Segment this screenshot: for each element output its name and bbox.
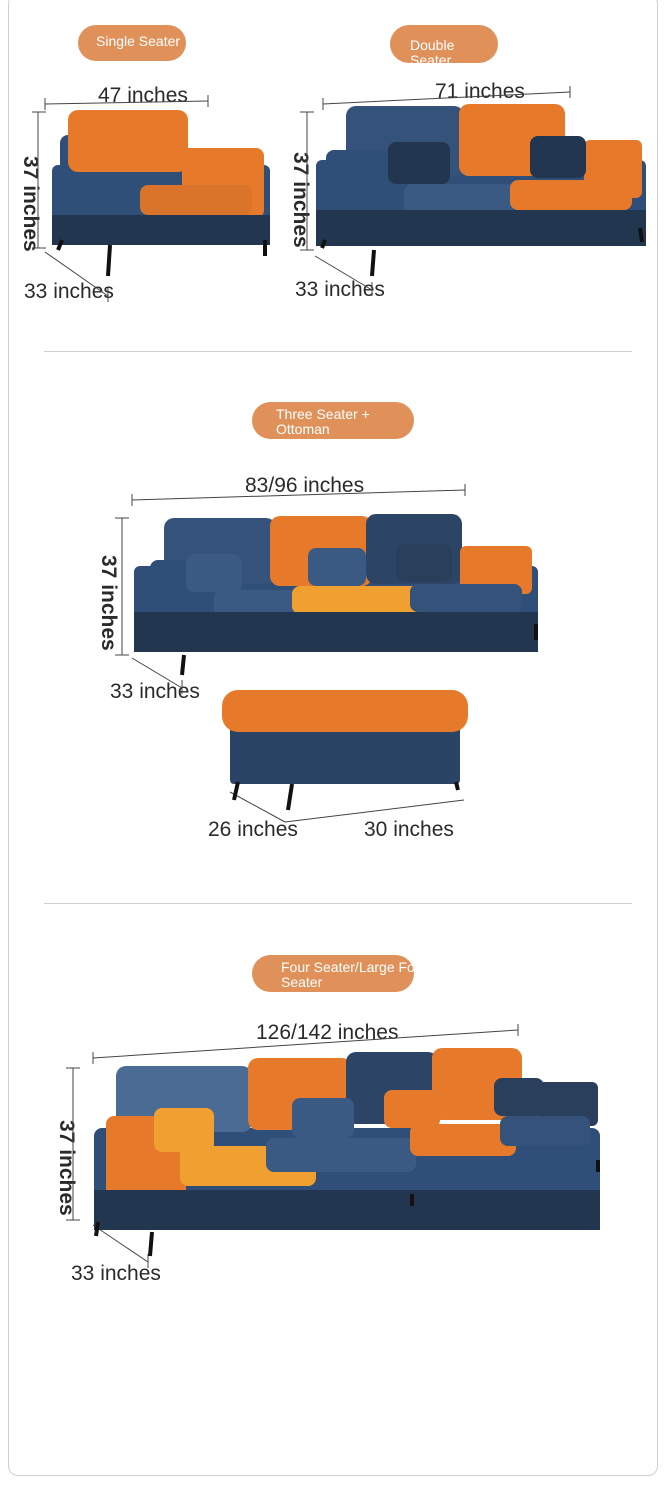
- four-seater-label: Four Seater/Large Four Seater: [252, 955, 414, 992]
- three-depth-label: 33 inches: [110, 680, 200, 703]
- double-seater-label: Double Seater: [390, 25, 498, 63]
- four-depth-label: 33 inches: [71, 1262, 161, 1285]
- four-height-label: 37 inches: [55, 1120, 78, 1216]
- double-width-label: 71 inches: [435, 80, 525, 103]
- single-height-label: 37 inches: [19, 156, 42, 252]
- three-width-label: 83/96 inches: [245, 474, 365, 497]
- four-width-label: 126/142 inches: [256, 1021, 399, 1044]
- single-width-label: 47 inches: [98, 84, 188, 107]
- three-seater-label: Three Seater + Ottoman: [252, 402, 414, 439]
- double-depth-label: 33 inches: [295, 278, 385, 301]
- three-height-label: 37 inches: [97, 555, 120, 651]
- single-depth-label: 33 inches: [24, 280, 114, 303]
- ottoman-width-label: 30 inches: [364, 818, 454, 841]
- ottoman-depth-label: 26 inches: [208, 818, 298, 841]
- double-height-label: 37 inches: [289, 152, 312, 248]
- single-seater-label: Single Seater: [78, 25, 186, 61]
